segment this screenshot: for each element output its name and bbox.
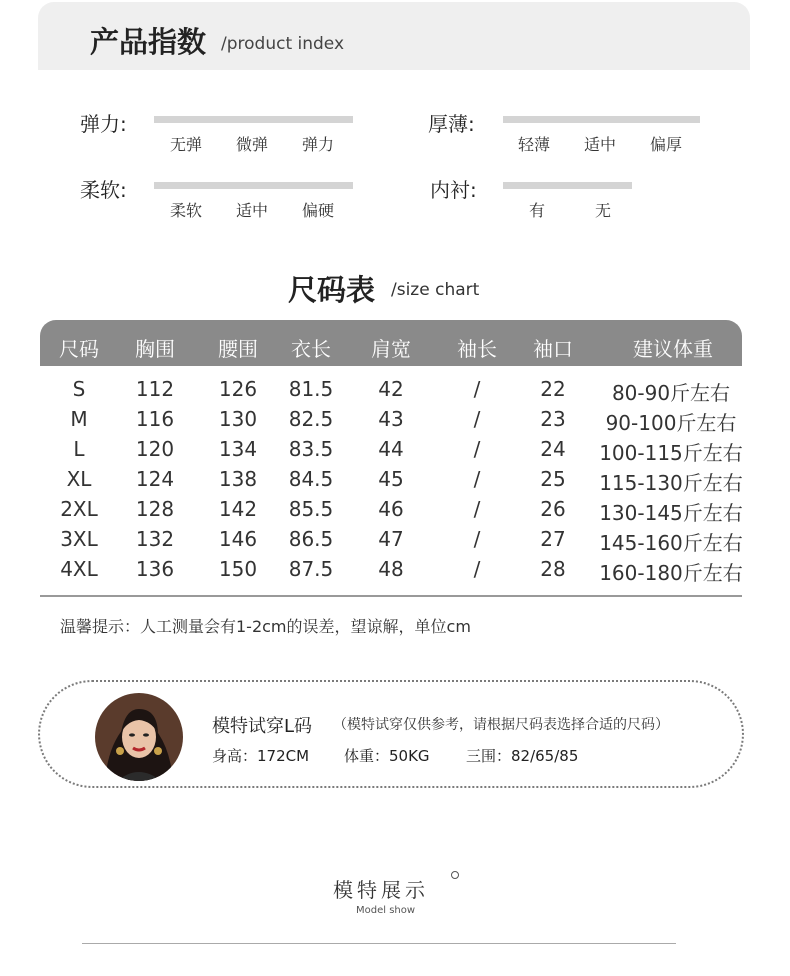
softness-option: 偏硬 (302, 201, 335, 220)
section-subtitle-model-show: Model show (356, 905, 416, 916)
table-cell: 26 (540, 497, 566, 521)
lining-scale-bar (503, 182, 632, 189)
table-cell: 80-90斤左右 (611, 381, 731, 405)
elasticity-option: 无弹 (170, 135, 203, 154)
table-cell: 87.5 (288, 557, 334, 581)
table-cell: / (473, 407, 481, 431)
table-cell: / (473, 467, 481, 491)
table-cell: 22 (540, 377, 566, 401)
table-cell: 44 (378, 437, 404, 461)
table-cell: 126 (218, 377, 258, 401)
elasticity-option: 微弹 (236, 135, 269, 154)
softness-scale-bar (154, 182, 353, 189)
table-cell: M (70, 407, 88, 431)
model-fit-note: （模特试穿仅供参考，请根据尺码表选择合适的尺码） (333, 717, 669, 733)
table-cell: 86.5 (288, 527, 334, 551)
table-cell: 47 (378, 527, 404, 551)
table-cell: 100-115斤左右 (599, 441, 743, 465)
table-cell: 48 (378, 557, 404, 581)
table-cell: / (473, 437, 481, 461)
column-header: 肩宽 (371, 337, 411, 361)
softness-label: 柔软: (80, 178, 127, 202)
table-cell: 23 (540, 407, 566, 431)
table-cell: 116 (135, 407, 175, 431)
table-cell: 150 (218, 557, 258, 581)
column-header: 腰围 (218, 337, 258, 361)
section-title-size-chart: 尺码表 (288, 273, 376, 307)
lining-option: 无 (595, 201, 612, 220)
section-subtitle-product-index: /product index (221, 34, 345, 54)
softness-option: 适中 (236, 201, 269, 220)
thickness-option: 轻薄 (518, 135, 551, 154)
table-cell: S (72, 377, 86, 401)
table-cell: 25 (540, 467, 566, 491)
elasticity-scale-bar (154, 116, 353, 123)
decorative-circle-icon (451, 871, 459, 879)
table-cell: 27 (540, 527, 566, 551)
model-fit-title: 模特试穿L码 (212, 716, 313, 737)
table-cell: 132 (135, 527, 175, 551)
table-cell: 145-160斤左右 (599, 531, 743, 555)
table-cell: 136 (135, 557, 175, 581)
table-cell: 83.5 (288, 437, 334, 461)
table-cell: L (73, 437, 85, 461)
table-cell: 82.5 (288, 407, 334, 431)
table-cell: 115-130斤左右 (599, 471, 743, 495)
table-cell: 130-145斤左右 (599, 501, 743, 525)
table-cell: / (473, 377, 481, 401)
table-cell: 45 (378, 467, 404, 491)
elasticity-option: 弹力 (302, 135, 335, 154)
table-cell: 128 (135, 497, 175, 521)
section-title-model-show: 模特展示 (333, 878, 429, 902)
lining-label: 内衬: (430, 178, 477, 202)
model-measurements: 三围：82/65/85 (466, 747, 579, 765)
thickness-option: 偏厚 (650, 135, 683, 154)
table-cell: 160-180斤左右 (599, 561, 743, 585)
table-cell: 2XL (60, 497, 98, 521)
table-cell: 43 (378, 407, 404, 431)
column-header: 袖口 (533, 337, 573, 361)
table-cell: XL (66, 467, 92, 491)
table-cell: 3XL (60, 527, 98, 551)
table-cell: 142 (218, 497, 258, 521)
elasticity-label: 弹力: (80, 112, 127, 136)
table-cell: 120 (135, 437, 175, 461)
table-cell: 85.5 (288, 497, 334, 521)
section-title-product-index: 产品指数 (90, 25, 207, 59)
table-bottom-rule (40, 595, 742, 597)
model-avatar (95, 693, 183, 781)
table-cell: / (473, 497, 481, 521)
thickness-option: 适中 (584, 135, 617, 154)
column-header: 衣长 (291, 337, 331, 361)
table-cell: 138 (218, 467, 258, 491)
column-header: 胸围 (135, 337, 175, 361)
column-header: 袖长 (457, 337, 497, 361)
column-header: 尺码 (59, 337, 99, 361)
table-cell: 124 (135, 467, 175, 491)
table-cell: 130 (218, 407, 258, 431)
table-cell: 90-100斤左右 (605, 411, 737, 435)
bottom-divider (82, 943, 676, 944)
column-header: 建议体重 (633, 337, 713, 361)
softness-option: 柔软 (170, 201, 203, 220)
model-height: 身高：172CM (212, 747, 310, 765)
table-cell: 146 (218, 527, 258, 551)
table-cell: 81.5 (288, 377, 334, 401)
table-cell: 112 (135, 377, 175, 401)
table-cell: 42 (378, 377, 404, 401)
measurement-note: 温馨提示：人工测量会有1-2cm的误差，望谅解，单位cm (60, 617, 471, 636)
table-cell: 46 (378, 497, 404, 521)
table-cell: 4XL (60, 557, 98, 581)
table-cell: 84.5 (288, 467, 334, 491)
lining-option: 有 (529, 201, 546, 220)
table-cell: 134 (218, 437, 258, 461)
table-cell: 28 (540, 557, 566, 581)
thickness-label: 厚薄: (428, 112, 475, 136)
table-cell: 24 (540, 437, 566, 461)
thickness-scale-bar (503, 116, 700, 123)
model-weight: 体重：50KG (344, 747, 430, 765)
table-cell: / (473, 557, 481, 581)
section-subtitle-size-chart: /size chart (391, 280, 480, 300)
table-cell: / (473, 527, 481, 551)
